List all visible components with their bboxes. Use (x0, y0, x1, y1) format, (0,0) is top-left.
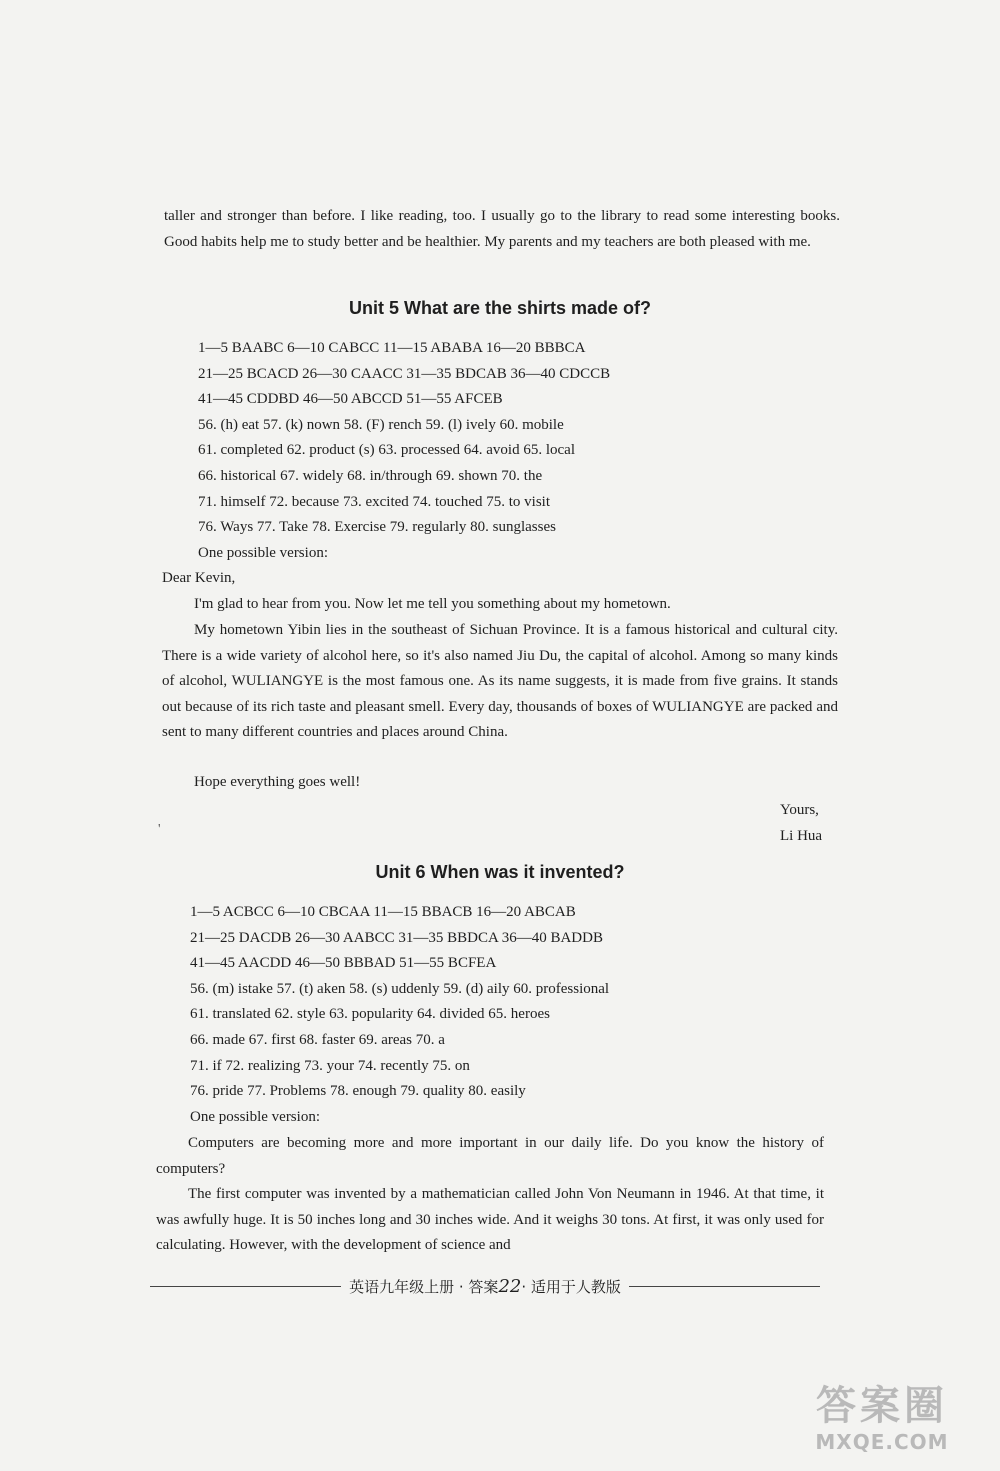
letter-signature: Li Hua (780, 828, 823, 844)
page-footer (150, 1276, 820, 1296)
watermark-url: MXQE.COM (815, 1430, 949, 1454)
answer-line: 66. made 67. first 68. faster 69. areas 70. a (190, 1031, 445, 1048)
answer-line: 66. historical 67. widely 68. in/through 69. shown 70. the (198, 467, 543, 484)
answer-line: 76. Ways 77. Take 78. Exercise 79. regularly 80. sunglasses (198, 519, 556, 536)
footer-text (341, 1276, 629, 1297)
unit5-heading: Unit 5 What are the shirts made of? (348, 298, 652, 318)
answer-line: 1—5 ACBCC 6—10 CBCAA 11—15 BBACB 16—20 ABCAB (190, 904, 576, 920)
version-label: One possible version: (198, 544, 328, 561)
answer-line: 71. himself 72. because 73. excited 74. touched 75. to visit (198, 493, 551, 510)
essay-paragraph-1: Computers are becoming more and more important in our daily life. Do you know the history of computers? (156, 1135, 824, 1177)
answer-line: 1—5 BAABC 6—10 CABCC 11—15 ABABA 16—20 BBBCA (198, 340, 586, 356)
intro-paragraph: taller and stronger than before. I like reading, too. I usually go to the library to read some interesting books. Good habits help me to study better and be healthier. My parents and my teachers are both pleased with me. (164, 208, 840, 250)
answer-line: 21—25 BCACD 26—30 CAACC 31—35 BDCAB 36—40 CDCCB (198, 365, 611, 382)
footer-rule-left (150, 1286, 341, 1287)
answer-line: 61. translated 62. style 63. popularity 64. divided 65. heroes (190, 1006, 550, 1023)
unit6-answer-list (190, 900, 830, 1130)
answer-line: 41—45 AACDD 46—50 BBBAD 51—55 BCFEA (190, 955, 497, 972)
letter-paragraph-2: My hometown Yibin lies in the southeast of Sichuan Province. It is a famous historical and cultural city. There is a wide variety of alcohol here, so it's also named Jiu Du, the capital of alcohol. Among so many kinds of alcohol, WULIANGYE is the most famous one. As its name suggests, it is made from five grains. It stands out because of its rich taste and pleasant smell. Every day, thousands of boxes of WULIANGYE are packed and sent to many different countries and places around China. (162, 622, 838, 740)
letter-paragraph-1: I'm glad to hear from you. Now let me tell you something about my hometown. (194, 596, 671, 612)
answer-line: 21—25 DACDB 26—30 AABCC 31—35 BBDCA 36—40 BADDB (190, 929, 603, 946)
answer-line: 56. (m) istake 57. (t) aken 58. (s) uddenly 59. (d) aily 60. professional (190, 980, 610, 997)
answer-line: 76. pride 77. Problems 78. enough 79. quality 80. easily (190, 1083, 526, 1100)
answer-line: 71. if 72. realizing 73. your 74. recently 75. on (190, 1057, 470, 1074)
page-number: 22 (498, 1275, 522, 1297)
answer-line: 56. (h) eat 57. (k) nown 58. (F) rench 59. (l) ively 60. mobile (198, 416, 564, 433)
footer-right: · 适用于人教版 (521, 1277, 621, 1296)
answer-line: 41—45 CDDBD 46—50 ABCCD 51—55 AFCEB (198, 391, 503, 408)
letter-closing: Yours, (780, 802, 819, 818)
scan-mark: ' (158, 822, 161, 837)
footer-rule-right (629, 1286, 820, 1287)
watermark (792, 1382, 972, 1467)
version-label: One possible version: (190, 1108, 320, 1125)
essay-paragraph-2: The first computer was invented by a mathematician called John Von Neumann in 1946. At that time, it was awfully huge. It is 50 inches long and 30 inches wide. And it weighs 30 tons. At first, it was only used for calculating. However, with the development of science and (156, 1186, 824, 1253)
unit6-heading: Unit 6 When was it invented? (375, 862, 625, 882)
letter-greeting: Dear Kevin, (162, 570, 236, 586)
answer-line: 61. completed 62. product (s) 63. processed 64. avoid 65. local (198, 442, 575, 459)
letter-paragraph-3: Hope everything goes well! (194, 774, 361, 790)
watermark-logo-text: 答案圈 (816, 1383, 948, 1429)
unit5-answer-list (198, 336, 838, 566)
footer-left: 英语九年级上册 · 答案 (349, 1277, 499, 1296)
